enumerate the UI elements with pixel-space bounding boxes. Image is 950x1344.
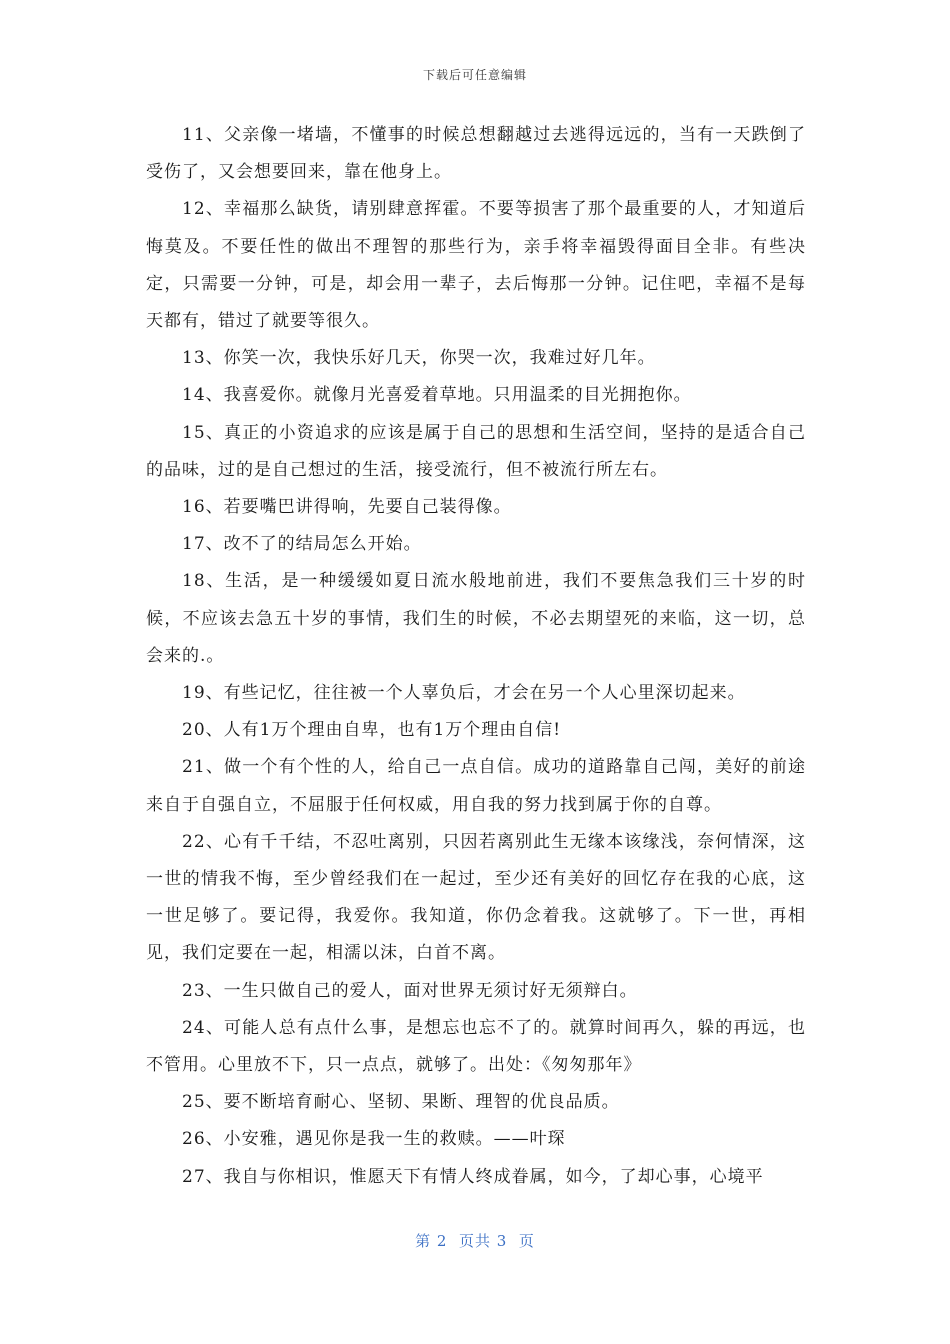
paragraph-18: 18、生活，是一种缓缓如夏日流水般地前进，我们不要焦急我们三十岁的时候，不应该去急五十岁的事情，我们生的时候，不必去期望死的来临，这一切，总会来的.。	[146, 571, 806, 666]
paragraph-15: 15、真正的小资追求的应该是属于自己的思想和生活空间，坚持的是适合自己的品味，过的是自己想过的生活，接受流行，但不被流行所左右。	[146, 422, 806, 480]
paragraph-23: 23、一生只做自己的爱人，面对世界无须讨好无须辩白。	[182, 980, 638, 1001]
paragraph-19: 19、有些记忆，往往被一个人辜负后，才会在另一个人心里深切起来。	[182, 683, 746, 704]
page-number: 第 2 页共 3 页	[415, 1232, 535, 1250]
paragraph-13: 13、你笑一次，我快乐好几天，你哭一次，我难过好几年。	[182, 348, 656, 369]
page-footer	[0, 1230, 950, 1251]
paragraph-25: 25、要不断培育耐心、坚韧、果断、理智的优良品质。	[182, 1092, 620, 1113]
paragraph-14: 14、我喜爱你。就像月光喜爱着草地。只用温柔的目光拥抱你。	[182, 385, 692, 406]
document-body	[146, 117, 806, 1196]
paragraph-12: 12、幸福那么缺货，请别肆意挥霍。不要等损害了那个最重要的人，才知道后悔莫及。不要任性的做出不理智的那些行为，亲手将幸福毁得面目全非。有些决定，只需要一分钟，可是，却会用一辈子，去后悔那一分钟。记住吧，幸福不是每天都有，错过了就要等很久。	[146, 199, 806, 332]
paragraph-27: 27、我自与你相识，惟愿天下有情人终成眷属，如今，了却心事，心境平	[182, 1166, 764, 1187]
paragraph-22: 22、心有千千结，不忍吐离别，只因若离别此生无缘本该缘浅，奈何情深，这一世的情我不悔，至少曾经我们在一起过，至少还有美好的回忆存在我的心底，这一世足够了。要记得，我爱你。我知道，你仍念着我。这就够了。下一世，再相见，我们定要在一起，相濡以沫，白首不离。	[146, 831, 806, 964]
paragraph-17: 17、改不了的结局怎么开始。	[182, 534, 422, 555]
paragraph-16: 16、若要嘴巴讲得响，先要自己装得像。	[182, 497, 512, 518]
page-header: 下载后可任意编辑	[422, 68, 527, 82]
paragraph-26: 26、小安雅，遇见你是我一生的救赎。——叶琛	[182, 1129, 566, 1150]
paragraph-20: 20、人有1万个理由自卑，也有1万个理由自信!	[182, 720, 562, 741]
paragraph-24: 24、可能人总有点什么事，是想忘也忘不了的。就算时间再久，躲的再远，也不管用。心里放不下，只一点点，就够了。出处：《匆匆那年》	[146, 1017, 806, 1076]
paragraph-21: 21、做一个有个性的人，给自己一点自信。成功的道路靠自己闯，美好的前途来自于自强自立，不屈服于任何权威，用自我的努力找到属于你的自尊。	[146, 757, 806, 815]
paragraph-11: 11、父亲像一堵墙，不懂事的时候总想翻越过去逃得远远的，当有一天跌倒了受伤了，又会想要回来，靠在他身上。	[146, 125, 806, 183]
